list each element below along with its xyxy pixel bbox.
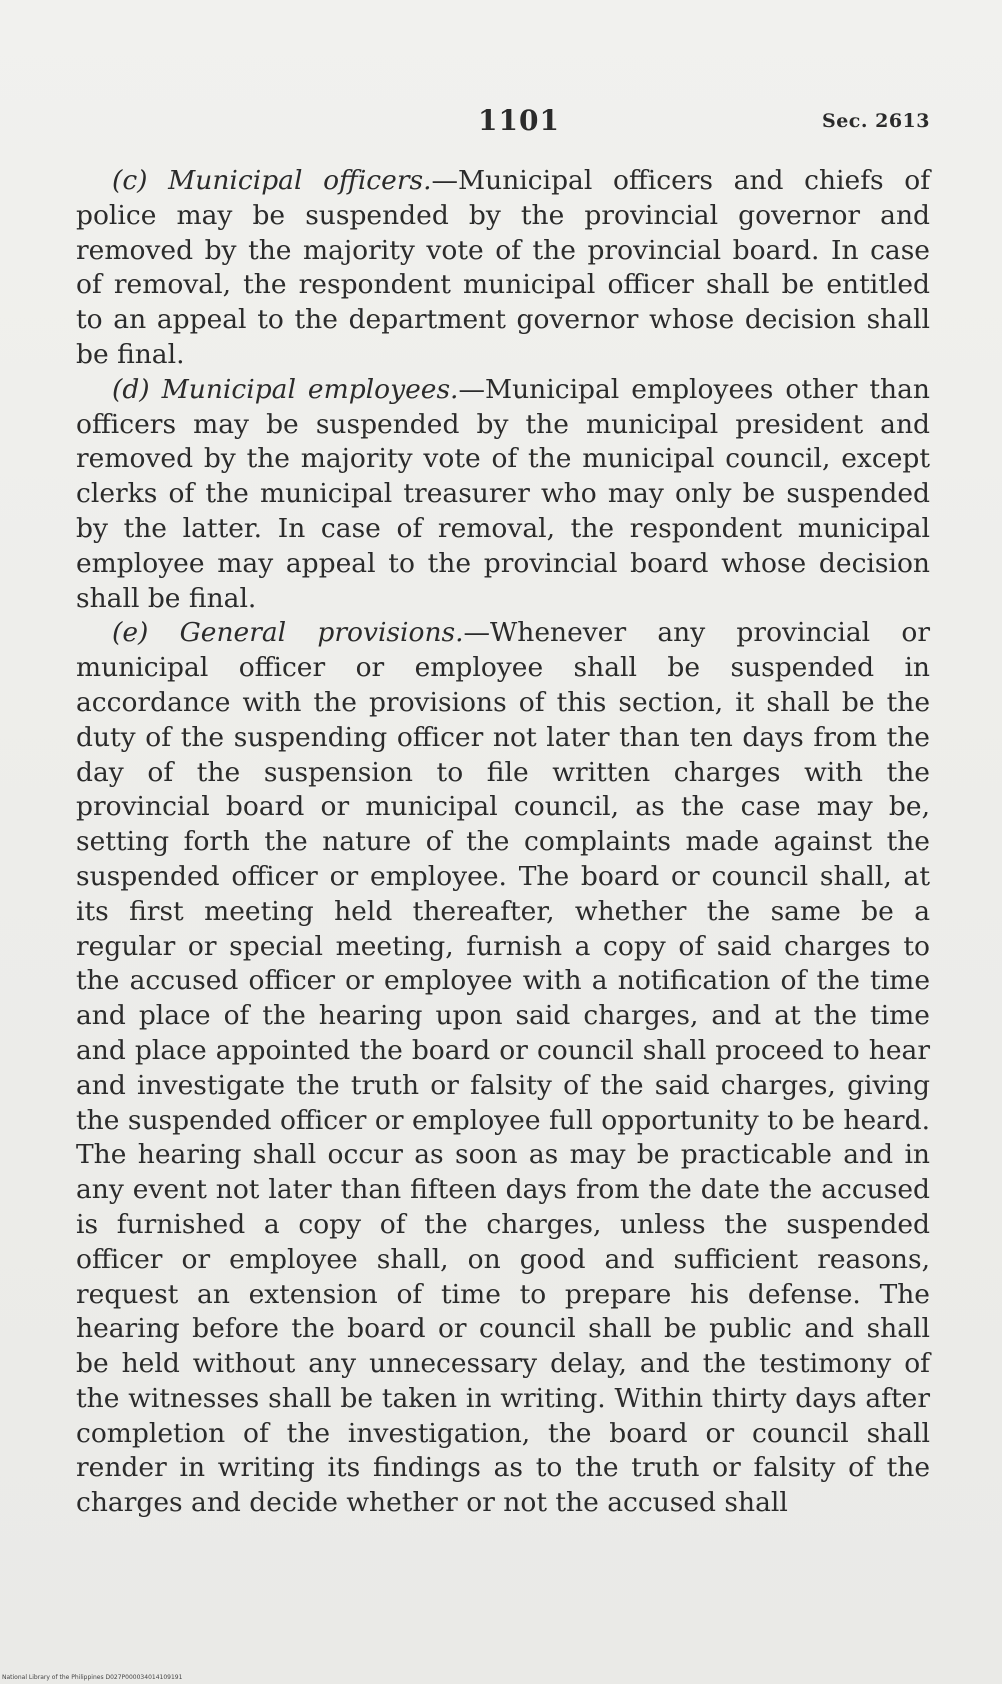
page-number: 1101 bbox=[478, 104, 560, 137]
paragraph-body: —Municipal employees other than officers may be suspended by the municipal president and removed by the majority vote of the municipal council, except clerks of the municipal treasurer who may only be suspended by the latter. In case of removal, the respondent municipal employee may appeal to the provincial board whose decision shall be final. bbox=[76, 373, 930, 614]
paragraph-municipal-officers bbox=[76, 164, 930, 373]
paragraph-heading: (e) General provisions. bbox=[112, 617, 464, 649]
paragraph-general-provisions bbox=[76, 616, 930, 1521]
paragraph-body: —Whenever any provincial or municipal officer or employee shall be suspended in accordance with the provisions of this section, it shall be the duty of the suspending officer not later than ten days from the day of the suspension to file written charges with the provincial board or municipal council, as the case may be, setting forth the nature of the complaints made against the suspended officer or employee. The board or council shall, at its first meeting held thereafter, whether the same be a regular or special meeting, furnish a copy of said charges to the accused officer or employee with a notification of the time and place of the hearing upon said charges, and at the time and place appointed the board or council shall proceed to hear and investigate the truth or falsity of the said charges, giving the suspended officer or employee full opportunity to be heard. The hearing shall occur as soon as may be practicable and in any event not later than fifteen days from the date the accused is furnished a copy of the charges, unless the suspended officer or employee shall, on good and sufficient reasons, request an extension of time to prepare his defense. The hearing before the board or council shall be public and shall be held without any unnecessary delay, and the testimony of the witnesses shall be taken in writing. Within thirty days after completion of the investigation, the board or council shall render in writing its findings as to the truth or falsity of the charges and decide whether or not the accused shall bbox=[76, 617, 930, 1519]
scan-footer-note: National Library of the Philippines D027P000034014109191 bbox=[2, 1674, 183, 1681]
paragraph-body: —Municipal officers and chiefs of police may be suspended by the provincial governor and removed by the majority vote of the provincial board. In case of removal, the respondent municipal officer shall be entitled to an appeal to the department governor whose decision shall be final. bbox=[76, 165, 931, 370]
paragraph-heading: (d) Municipal employees. bbox=[112, 373, 459, 405]
paragraph-heading: (c) Municipal officers. bbox=[112, 165, 432, 196]
section-reference: Sec. 2613 bbox=[822, 110, 930, 132]
page-header bbox=[0, 104, 1002, 144]
body-text bbox=[76, 164, 930, 1521]
paragraph-municipal-employees bbox=[76, 373, 930, 617]
